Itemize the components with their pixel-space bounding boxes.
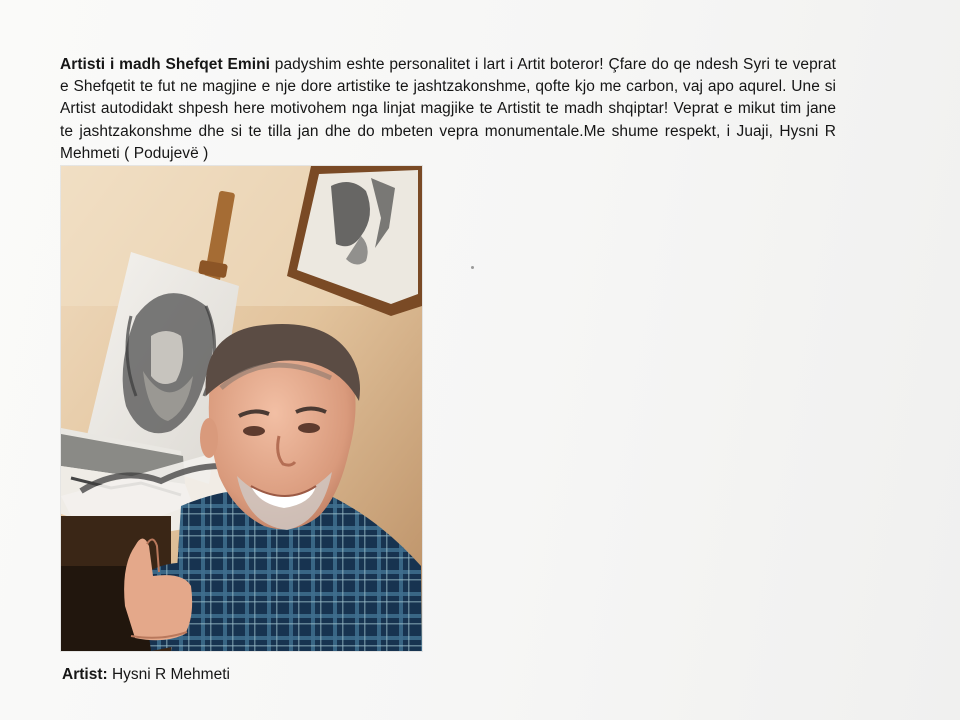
paragraph-lead: Artisti i madh Shefqet Emini (60, 55, 270, 73)
photo-caption (62, 666, 230, 684)
caption-label: Artist: (62, 666, 108, 683)
caption-artist-name: Hysni R Mehmeti (107, 666, 230, 683)
paragraph-body: padyshim eshte personalitet i lart i Artit boteror! Çfare do qe ndesh Syri te veprat e Shefqetit te fut ne magjine e nje dore artistike te jashtzakonshme, qofte kjo me carbon, vaj apo aqurel. Une si Artist autodidakt shpesh here motivohem nga linjat magjike te Artistit te madh shqiptar! Veprat e mikut tim jane te jashtzakonshme dhe si te tilla jan dhe do mbeten vepra monumentale.Me shume respekt, i Juaji, Hysni R Mehmeti ( Podujevë ) (60, 55, 836, 163)
paper-speck (471, 266, 474, 269)
testimonial-paragraph (60, 54, 836, 166)
artist-photo (61, 166, 422, 651)
